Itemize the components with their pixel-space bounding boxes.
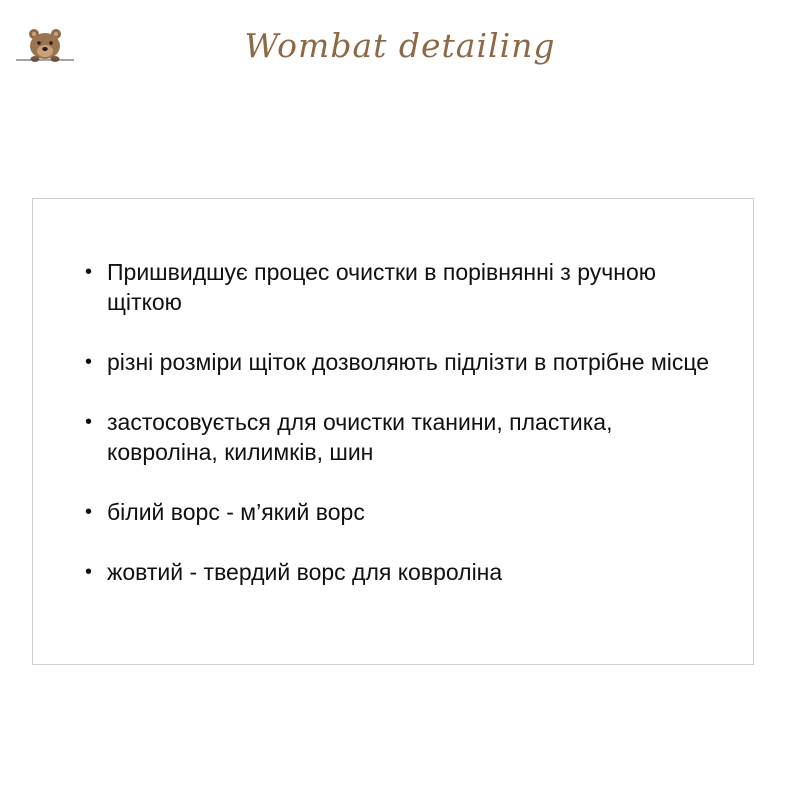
feature-item-brush-sizes: • різні розміри щіток дозволяють підлізти в потрібне місце [85,347,725,377]
feature-item-white-bristle: • білий ворс - м’який ворс [85,497,725,527]
feature-item-materials: • застосовується для очистки тканини, пластика, ковроліна, килимків, шин [85,407,725,467]
features-list [85,257,725,617]
features-card [32,198,754,665]
brand-title: Wombat detailing [244,26,556,65]
feature-item-yellow-bristle: • жовтий - твердий ворс для ковроліна [85,557,725,587]
feature-item-faster-cleaning: • Пришвидшує процес очистки в порівнянні з ручною щіткою [85,257,725,317]
